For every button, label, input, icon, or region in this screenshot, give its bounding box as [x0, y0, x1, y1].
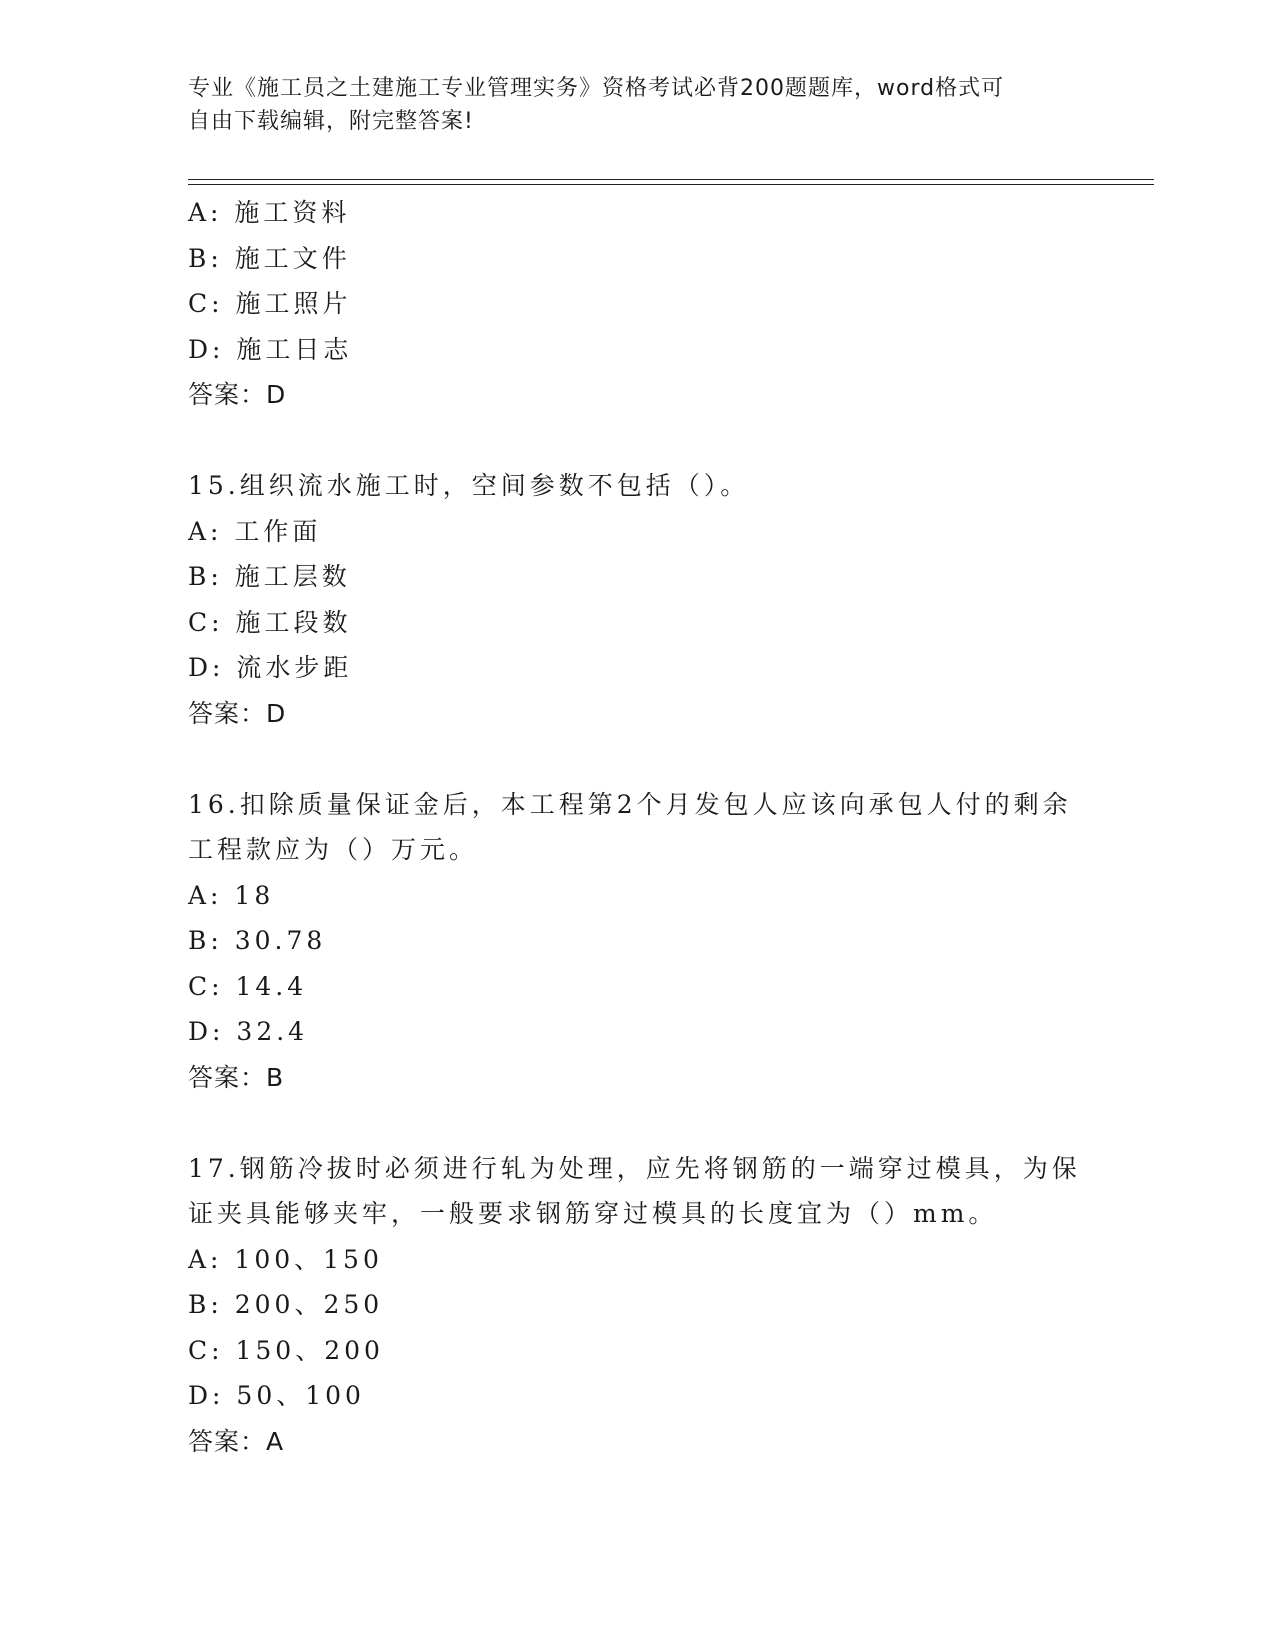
question-stem: 17.钢筋冷拔时必须进行轧为处理，应先将钢筋的一端穿过模具，为保: [188, 1153, 1081, 1183]
option-d: D: 50、100: [188, 1381, 365, 1410]
question-block-prev: [188, 190, 1088, 418]
answer-line: 答案：D: [188, 698, 287, 728]
option-a: A: 施工资料: [188, 198, 351, 227]
option-c: C: 施工照片: [188, 289, 352, 318]
option-b: B: 200、250: [188, 1290, 384, 1319]
answer-line: 答案：A: [188, 1426, 285, 1456]
question-stem: 16.扣除质量保证金后，本工程第2个月发包人应该向承包人付的剩余: [188, 789, 1072, 819]
option-a: A: 100、150: [188, 1244, 383, 1274]
answer-line: 答案：B: [188, 1062, 285, 1092]
option-b: B: 30.78: [188, 926, 327, 955]
option-c: C: 施工段数: [188, 607, 352, 637]
option-b: B: 施工层数: [188, 562, 351, 591]
header-title-line-2: 自由下载编辑，附完整答案!: [188, 109, 474, 134]
header-divider-top: [188, 179, 1154, 180]
option-d: D: 施工日志: [188, 334, 353, 364]
question-block-17: [188, 1146, 1088, 1465]
option-b: B: 施工文件: [188, 243, 351, 273]
header-divider-bottom: [188, 184, 1154, 185]
question-block-15: [188, 463, 1088, 736]
spacer: [188, 418, 1088, 464]
spacer: [188, 1100, 1088, 1146]
header-title-line-1: 专业《施工员之土建施工专业管理实务》资格考试必背200题题库，word格式可: [188, 76, 1005, 101]
option-a: A: 18: [188, 880, 275, 910]
option-c: C: 14.4: [188, 971, 308, 1001]
option-d: D: 32.4: [188, 1017, 309, 1046]
question-stem: 15.组织流水施工时，空间参数不包括（）。: [188, 471, 750, 500]
question-block-16: [188, 782, 1088, 1101]
option-d: D: 流水步距: [188, 653, 353, 682]
answer-line: 答案：D: [188, 380, 287, 409]
spacer: [188, 736, 1088, 782]
question-stem-continued: 工程款应为（）万元。: [188, 835, 479, 864]
question-list: [188, 190, 1088, 1464]
option-a: A: 工作面: [188, 516, 322, 546]
document-header: [188, 72, 1088, 138]
option-c: C: 150、200: [188, 1335, 384, 1365]
question-stem-continued: 证夹具能够夹牢，一般要求钢筋穿过模具的长度宜为（）mm。: [188, 1199, 998, 1228]
